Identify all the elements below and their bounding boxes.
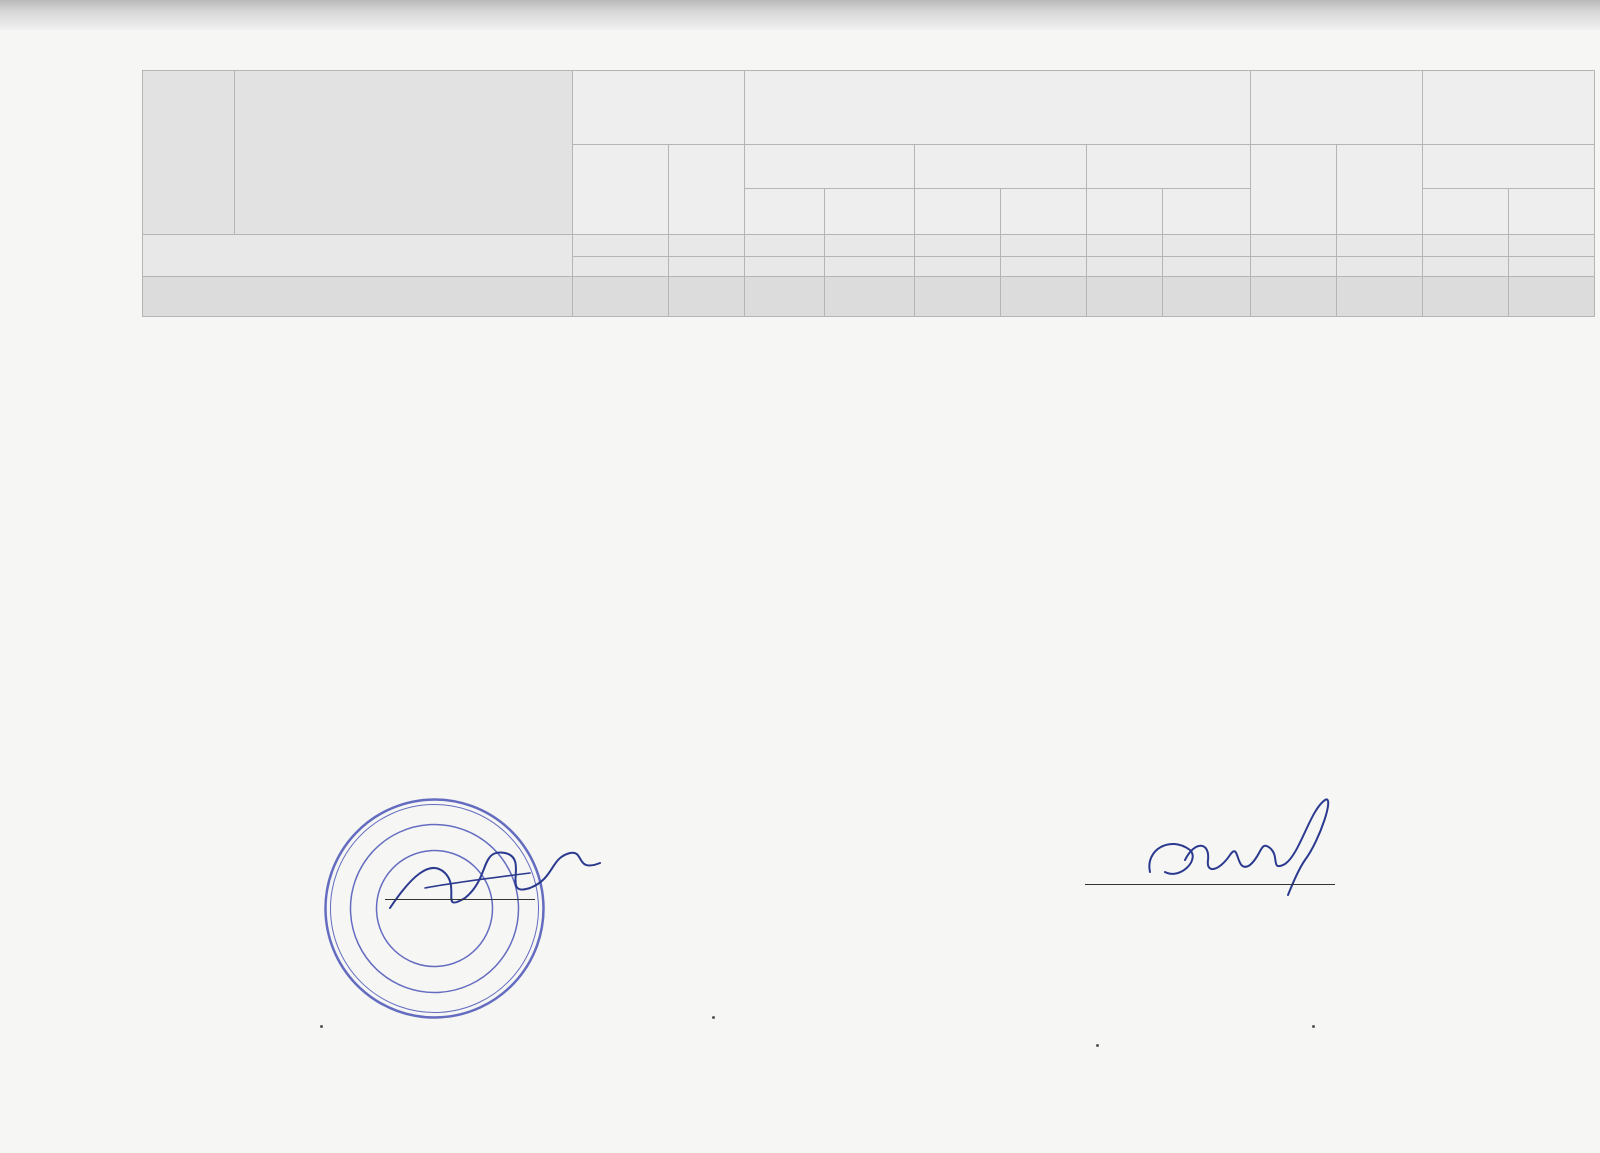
col-header-fats-nursery <box>1001 189 1087 235</box>
day-value <box>1087 257 1163 277</box>
col-header-fats <box>915 145 1087 189</box>
col-header-mass <box>573 71 745 145</box>
col-header-carbs-nursery <box>1163 189 1251 235</box>
day-value <box>1163 257 1251 277</box>
day-value <box>1001 257 1087 277</box>
col-header-carbs-kindergarten <box>1087 189 1163 235</box>
day-label <box>143 235 573 277</box>
scan-top-edge <box>0 0 1600 30</box>
production-signature-line <box>1085 884 1335 885</box>
total-empty <box>745 277 825 317</box>
day-value <box>1509 235 1595 257</box>
day-row <box>143 235 1595 257</box>
total-empty <box>825 277 915 317</box>
col-header-carbs <box>1087 145 1251 189</box>
total-row <box>143 277 1595 317</box>
day-value <box>1163 235 1251 257</box>
day-value <box>1423 257 1509 277</box>
day-value <box>825 257 915 277</box>
col-header-energy-nursery <box>1337 145 1423 235</box>
col-header-proteins <box>745 145 915 189</box>
total-empty <box>915 277 1001 317</box>
day-value <box>745 235 825 257</box>
menu-sheet <box>142 70 1600 317</box>
total-empty <box>1423 277 1509 317</box>
day-value <box>745 257 825 277</box>
day-value <box>915 257 1001 277</box>
col-header-vit-c-nursery <box>1509 189 1595 235</box>
col-header-meal <box>235 71 573 235</box>
col-header-vit-c-kindergarten <box>1423 189 1509 235</box>
scan-speck <box>1312 1025 1315 1028</box>
day-value <box>1509 257 1595 277</box>
head-signature-line <box>385 899 535 900</box>
day-value <box>825 235 915 257</box>
total-empty <box>1509 277 1595 317</box>
scan-speck <box>1096 1044 1099 1047</box>
col-header-vit-c <box>1423 145 1595 189</box>
day-value <box>1251 235 1337 257</box>
col-header-proteins-kindergarten <box>745 189 825 235</box>
scan-speck <box>320 1025 323 1028</box>
day-mass-kindergarten <box>573 257 669 277</box>
day-value <box>1423 235 1509 257</box>
col-header-nutrients <box>745 71 1251 145</box>
day-value <box>915 235 1001 257</box>
day-value <box>1337 235 1423 257</box>
scan-speck <box>712 1016 715 1019</box>
col-header-mass-kindergarten <box>573 145 669 235</box>
col-header-vitamins <box>1423 71 1595 145</box>
day-mass-nursery <box>669 257 745 277</box>
day-value <box>1251 257 1337 277</box>
total-cost-kindergarten <box>573 277 669 317</box>
day-mass-kindergarten <box>573 235 669 257</box>
col-header-proteins-nursery <box>825 189 915 235</box>
day-value <box>1087 235 1163 257</box>
total-empty <box>1087 277 1163 317</box>
col-header-energy <box>1251 71 1423 145</box>
total-empty <box>1163 277 1251 317</box>
menu-body <box>143 235 1595 277</box>
signature-block <box>160 862 1580 922</box>
total-empty <box>1001 277 1087 317</box>
day-value <box>1337 257 1423 277</box>
total-empty <box>1337 277 1423 317</box>
total-empty <box>1251 277 1337 317</box>
col-header-nd <box>143 71 235 235</box>
total-cost-nursery <box>669 277 745 317</box>
col-header-energy-kindergarten <box>1251 145 1337 235</box>
day-value <box>1001 235 1087 257</box>
total-label <box>143 277 573 317</box>
col-header-mass-nursery <box>669 145 745 235</box>
menu-table <box>142 70 1595 317</box>
day-mass-nursery <box>669 235 745 257</box>
col-header-fats-kindergarten <box>915 189 1001 235</box>
